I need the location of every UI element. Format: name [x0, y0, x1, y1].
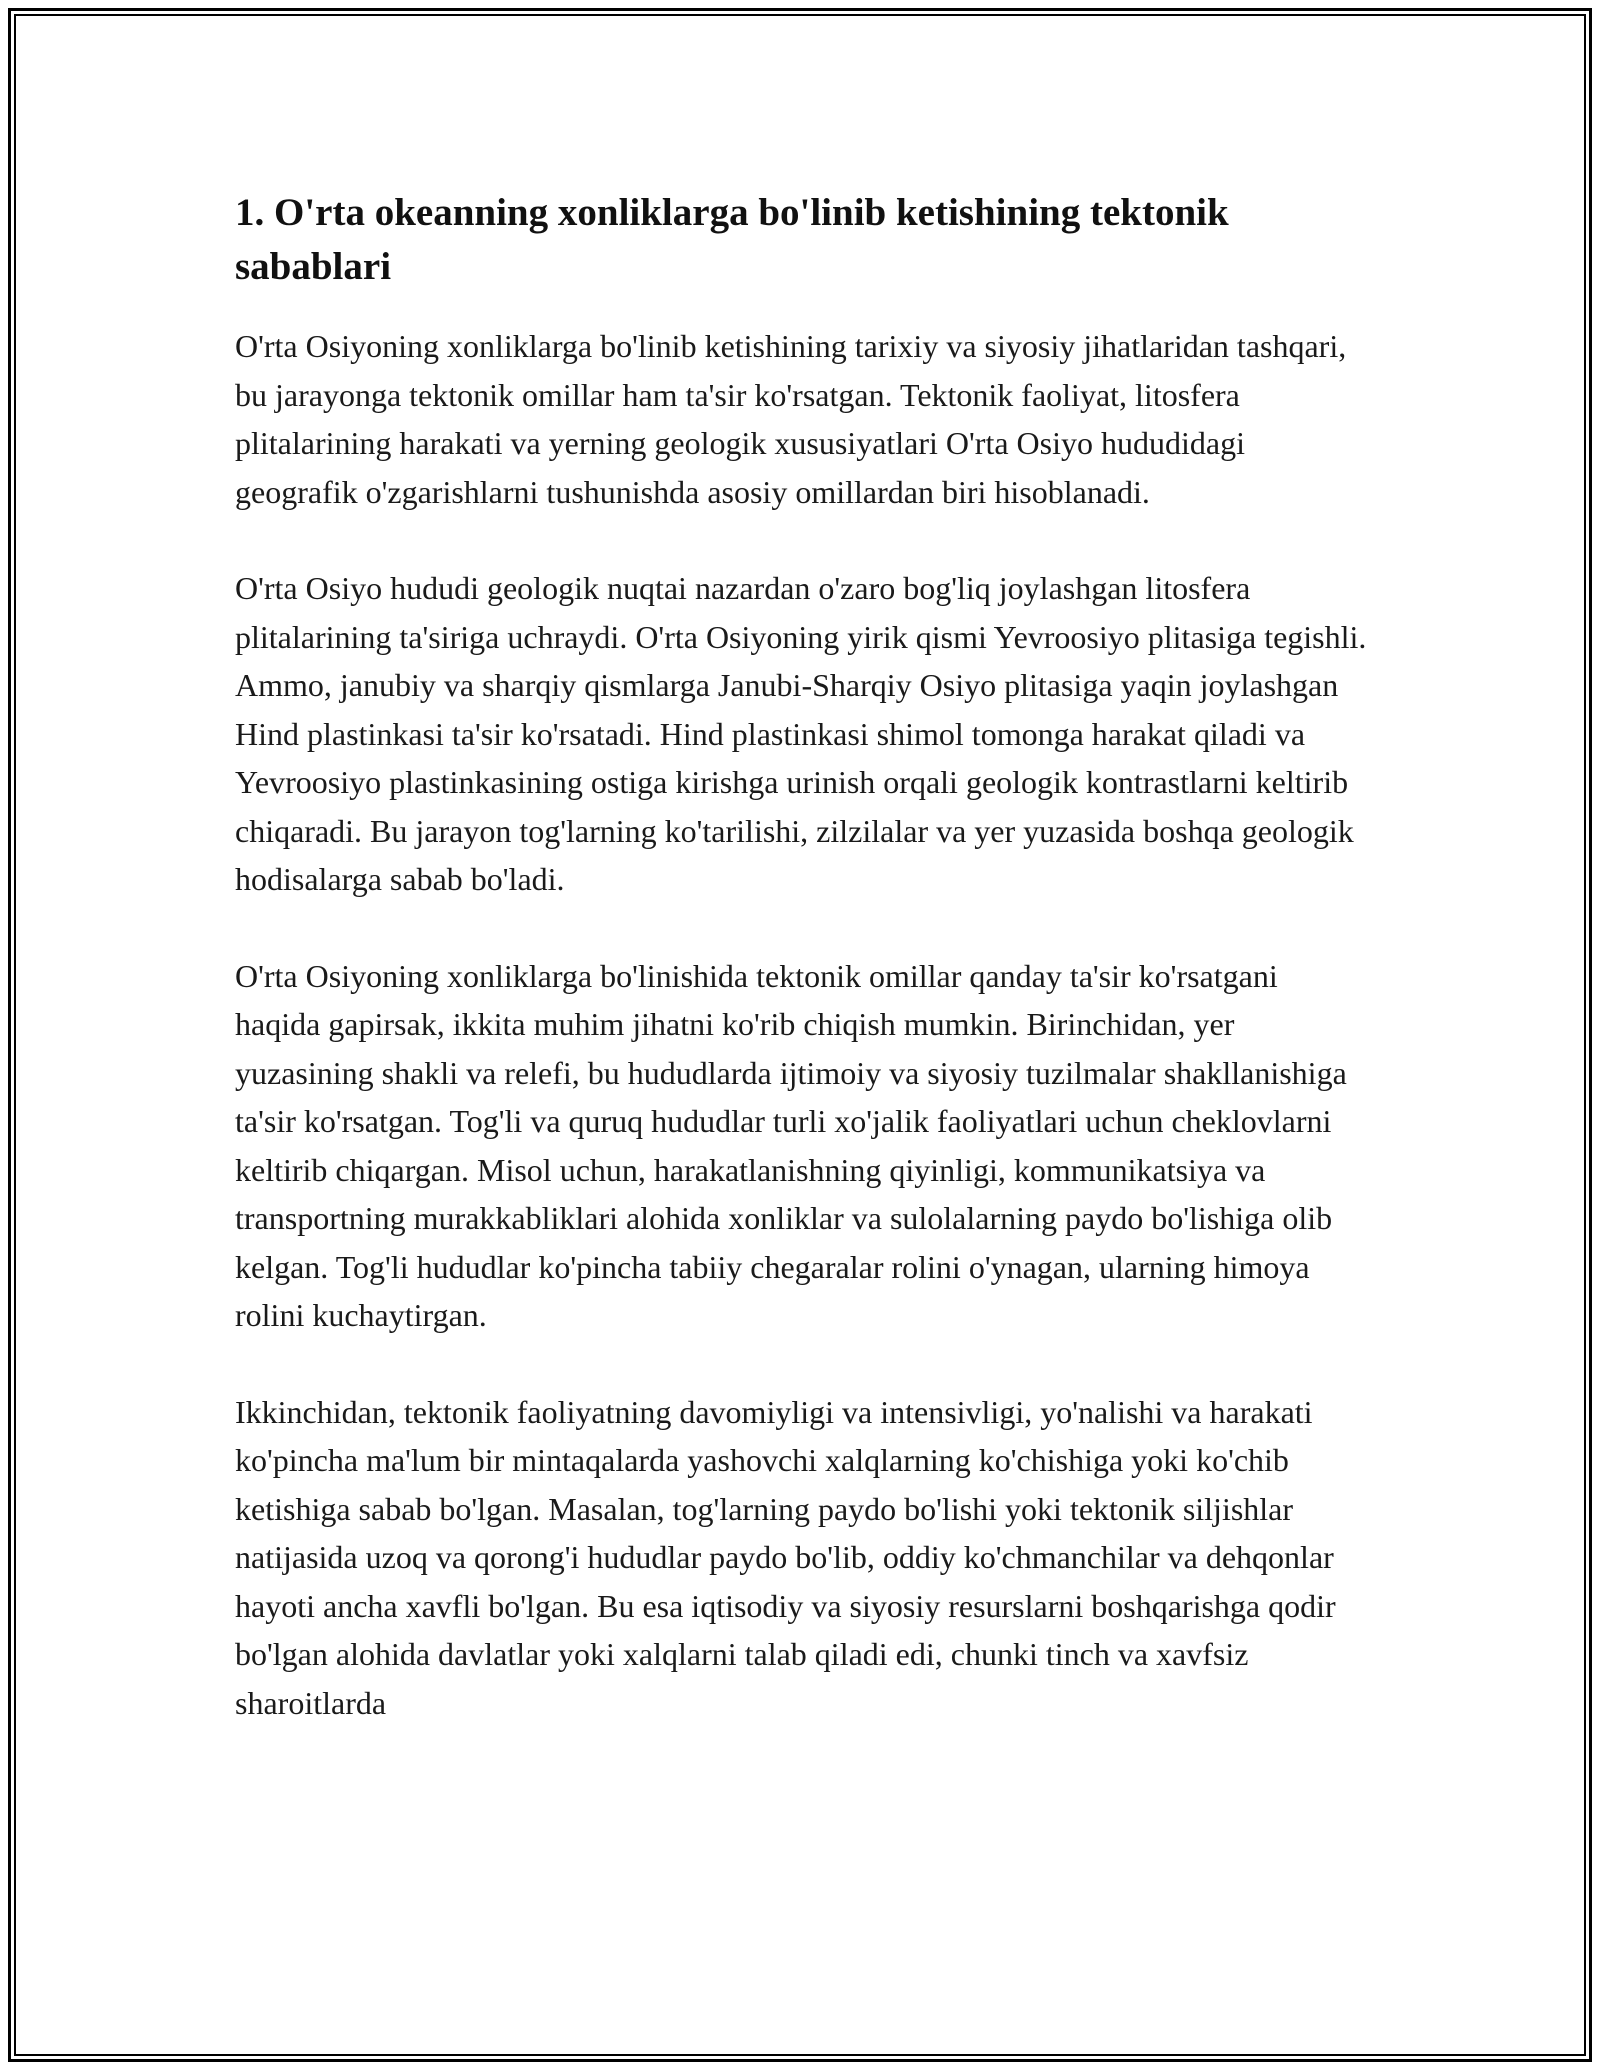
- document-body: [235, 186, 1370, 1775]
- paragraph-2: O'rta Osiyo hududi geologik nuqtai nazardan o'zaro bog'liq joylashgan litosfera plitalarining ta'siriga uchraydi. O'rta Osiyoning yirik qismi Yevroosiyo plitasiga tegishli. Ammo, janubiy va sharqiy qismlarga Janubi-Sharqiy Osiyo plitasiga yaqin joylashgan Hind plastinkasi ta'sir ko'rsatadi. Hind plastinkasi shimol tomonga harakat qiladi va Yevroosiyo plastinkasining ostiga kirishga urinish orqali geologik kontrastlarni keltirib chiqaradi. Bu jarayon tog'larning ko'tarilishi, zilzilalar va yer yuzasida boshqa geologik hodisalarga sabab bo'ladi.: [235, 570, 1367, 897]
- paragraph-1: O'rta Osiyoning xonliklarga bo'linib ketishining tarixiy va siyosiy jihatlaridan tashqari, bu jarayonga tektonik omillar ham ta'sir ko'rsatgan. Tektonik faoliyat, litosfera plitalarining harakati va yerning geologik xususiyatlari O'rta Osiyo hududidagi geografik o'zgarishlarni tushunishda asosiy omillardan biri hisoblanadi.: [235, 328, 1347, 510]
- paragraph-3: O'rta Osiyoning xonliklarga bo'linishida tektonik omillar qanday ta'sir ko'rsatgani haqida gapirsak, ikkita muhim jihatni ko'rib chiqish mumkin. Birinchidan, yer yuzasining shakli va relefi, bu hududlarda ijtimoiy va siyosiy tuzilmalar shakllanishiga ta'sir ko'rsatgan. Tog'li va quruq hududlar turli xo'jalik faoliyatlari uchun cheklovlarni keltirib chiqargan. Misol uchun, harakatlanishning qiyinligi, kommunikatsiya va transportning murakkabliklari alohida xonliklar va sulolalarning paydo bo'lishiga olib kelgan. Tog'li hududlar ko'pincha tabiiy chegaralar rolini o'ynagan, ularning himoya rolini kuchaytirgan.: [235, 957, 1347, 1333]
- paragraph-4: Ikkinchidan, tektonik faoliyatning davomiyligi va intensivligi, yo'nalishi va harakati ko'pincha ma'lum bir mintaqalarda yashovchi xalqlarning ko'chishiga yoki ko'chib ketishiga sabab bo'lgan. Masalan, tog'larning paydo bo'lishi yoki tektonik siljishlar natijasida uzoq va qorong'i hududlar paydo bo'lib, oddiy ko'chmanchilar va dehqonlar hayoti ancha xavfli bo'lgan. Bu esa iqtisodiy va siyosiy resurslarni boshqarishga qodir bo'lgan alohida davlatlar yoki xalqlarni talab qiladi edi, chunki tinch va xavfsiz sharoitlarda: [235, 1393, 1336, 1721]
- section-heading: 1. O'rta okeanning xonliklarga bo'linib ketishining tektonik sabablari: [235, 191, 1229, 288]
